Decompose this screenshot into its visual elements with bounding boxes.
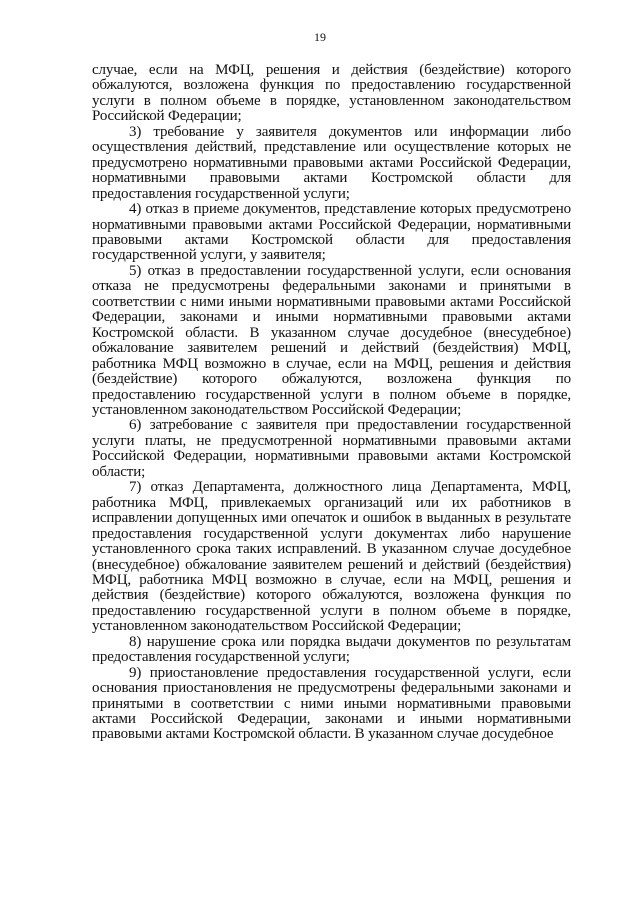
paragraph-item-6: 6) затребование с заявителя при предоставлении государственной услуги платы, не предусмотренной нормативными правовыми актами Российской Федерации, нормативными правовыми актами Костромской области; xyxy=(92,417,571,480)
document-body xyxy=(92,63,571,743)
paragraph-item-3: 3) требование у заявителя документов или информации либо осуществления действий, представление или осуществление которых не предусмотрено нормативными правовыми актами Российской Федерации, нормативными правовыми актами Костромской области для предоставления государственной услуги; xyxy=(92,123,571,202)
paragraph-item-4: 4) отказ в приеме документов, представление которых предусмотрено нормативными правовыми актами Российской Федерации, нормативными правовыми актами Костромской области для предоставления государственной услуги, у заявителя; xyxy=(92,201,571,264)
paragraph-item-5: 5) отказ в предоставлении государственной услуги, если основания отказа не предусмотрены федеральными законами и принятыми в соответствии с ними иными нормативными правовыми актами Российской Федерации, законами и иными нормативными правовыми актами Костромской области. В указанном случае досудебное (внесудебное) обжалование заявителем решений и действий (бездействия) МФЦ, работника МФЦ возможно в случае, если на МФЦ, решения и действия (бездействие) которого обжалуются, возложена функция по предоставлению государственной услуги в полном объеме в порядке, установленном законодательством Российской Федерации; xyxy=(92,262,571,418)
paragraph-item-7: 7) отказ Департамента, должностного лица Департамента, МФЦ, работника МФЦ, привлекаемых организаций или их работников в исправлении допущенных ими опечаток и ошибок в выданных в результате предоставления государственной услуги документах либо нарушение установленного срока таких исправлений. В указанном случае досудебное (внесудебное) обжалование заявителем решений и действий (бездействия) МФЦ, работника МФЦ возможно в случае, если на МФЦ, решения и действия (бездействие) которого обжалуются, возложена функция по предоставлению государственной услуги в полном объеме в порядке, установленном законодательством Российской Федерации; xyxy=(92,479,571,635)
paragraph-item-8: 8) нарушение срока или порядка выдачи документов по результатам предоставления государственной услуги; xyxy=(92,633,571,666)
paragraph-continuation: случае, если на МФЦ, решения и действия (бездействие) которого обжалуются, возложена функция по предоставлению государственной услуги в полном объеме в порядке, установленном законодательством Российской Федерации; xyxy=(92,62,571,125)
paragraph-item-9: 9) приостановление предоставления государственной услуги, если основания приостановления не предусмотрены федеральными законами и принятыми в соответствии с ними иными нормативными правовыми актами Российской Федерации, законами и иными нормативными правовыми актами Костромской области. В указанном случае досудебное xyxy=(92,664,571,743)
page-number: 19 xyxy=(314,30,326,44)
